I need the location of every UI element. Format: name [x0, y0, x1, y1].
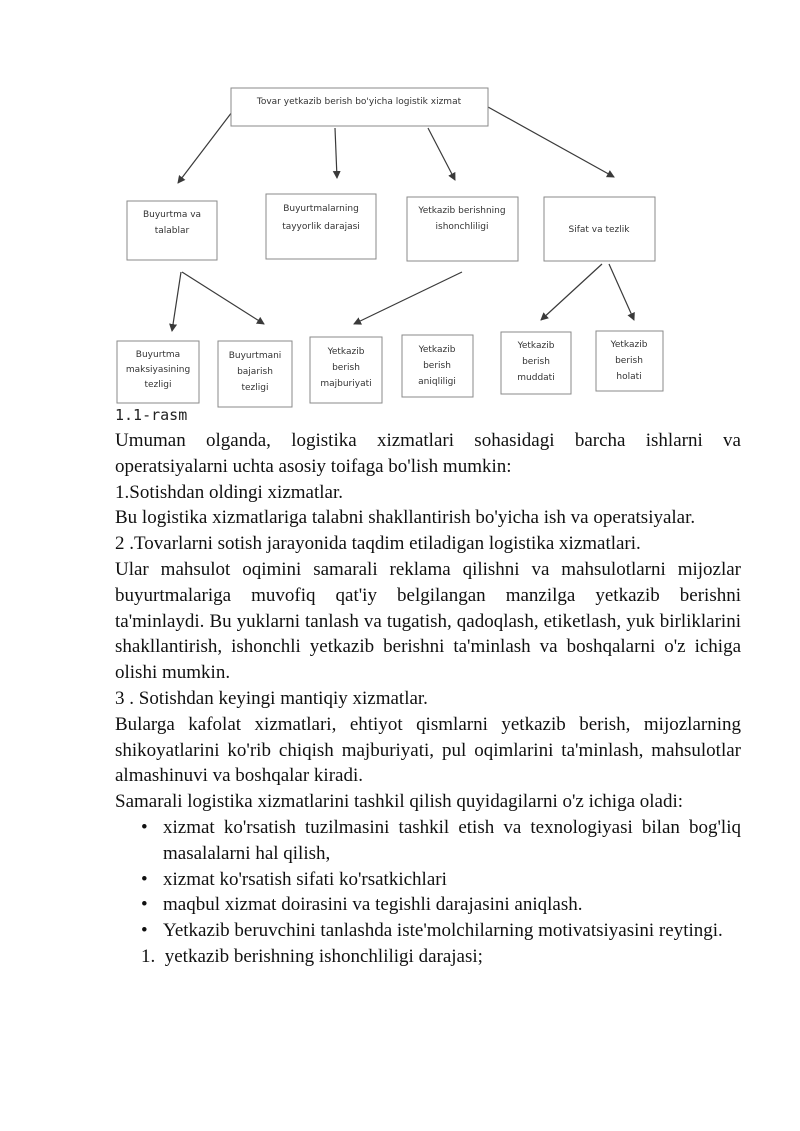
- paragraph: Umuman olganda, logistika xizmatlari sohasidagi barcha ishlarni va operatsiyalarni uchta asosiy toifaga bo'lish mumkin:: [115, 430, 741, 477]
- level2-node-tayyorlik: [266, 194, 376, 259]
- arrow: [182, 272, 264, 324]
- item-number: 1.: [141, 945, 156, 967]
- level3-node-5: [501, 332, 571, 394]
- list-item: [115, 918, 741, 944]
- node-label-line: Buyurtmalarning: [283, 204, 359, 214]
- paragraph: Samarali logistika xizmatlarini tashkil qilish quyidagilarni o'z ichiga oladi:: [115, 791, 684, 813]
- node-label-line: Yetkazib: [327, 347, 365, 357]
- bullet-icon: •: [141, 894, 148, 916]
- node-label-line: tezligi: [144, 380, 172, 390]
- node-label-line: berish: [522, 357, 550, 367]
- node-label-line: berish: [423, 361, 451, 371]
- node-label-line: majburiyati: [320, 379, 372, 389]
- list-item: [115, 892, 741, 918]
- list-item: [115, 867, 741, 893]
- node-label-line: Sifat va tezlik: [568, 225, 630, 235]
- level2-node-buyurtma: [127, 201, 217, 260]
- node-label-line: Yetkazib: [610, 340, 648, 350]
- node-label-line: bajarish: [237, 367, 273, 377]
- node-label-line: talablar: [154, 226, 190, 236]
- root-node-label: Tovar yetkazib berish bo'yicha logistik xizmat: [256, 97, 462, 107]
- level3-node-2: [218, 341, 292, 407]
- node-label-line: Buyurtmani: [228, 351, 282, 361]
- node-label-line: maksiyasining: [125, 365, 191, 375]
- level2-node-sifat: [544, 197, 655, 261]
- section-heading: 1.Sotishdan oldingi xizmatlar.: [115, 481, 343, 503]
- section-heading: 2 .Tovarlarni sotish jarayonida taqdim etiladigan logistika xizmatlari.: [115, 533, 641, 555]
- level3-node-1: [117, 341, 199, 403]
- level3-node-3: [310, 337, 382, 403]
- paragraph: Ular mahsulot oqimini samarali reklama qilishni va mahsulotlarni mijozlar buyurtmalariga muvofiq qat'iy belgilangan manzilga yetkazib berishni ta'minlaydi. Bu yuklarni tanlash va tugatish, qadoqlash, etiketlash, yuk birliklarini shakllantirish, ishonchli yetkazib berishni ta'minlash va boshqalarni o'z ichiga olishi mumkin.: [115, 558, 741, 684]
- paragraph: Bu logistika xizmatlariga talabni shakllantirish bo'yicha ish va operatsiyalar.: [115, 507, 696, 529]
- numbered-item: [115, 944, 741, 970]
- arrow: [541, 264, 602, 320]
- list-item-text: xizmat ko'rsatish sifati ko'rsatkichlari: [163, 868, 447, 890]
- arrow: [354, 272, 462, 324]
- arrow: [488, 107, 614, 177]
- node-label-line: Yetkazib: [418, 345, 456, 355]
- bullet-list: [115, 815, 741, 944]
- node-label-line: muddati: [517, 373, 555, 383]
- figure-caption: 1.1-rasm: [115, 406, 188, 424]
- node-label-line: tayyorlik darajasi: [282, 222, 360, 232]
- arrow: [178, 112, 232, 183]
- list-item-text: xizmat ko'rsatish tuzilmasini tashkil etish va texnologiyasi bilan bog'liq masalalarni hal qilish,: [163, 816, 741, 864]
- arrow: [172, 272, 181, 331]
- node-label-line: berish: [332, 363, 360, 373]
- node-label-line: Buyurtma va: [142, 210, 202, 220]
- node-label-line: Yetkazib berishning: [418, 206, 506, 216]
- bullet-icon: •: [141, 920, 148, 942]
- list-item: [115, 815, 741, 867]
- node-label-line: berish: [615, 356, 643, 366]
- node-label-line: tezligi: [241, 383, 269, 393]
- arrow: [609, 264, 634, 320]
- level3-node-6: [596, 331, 663, 391]
- node-label-line: aniqliligi: [418, 377, 456, 387]
- body-text: [115, 428, 741, 970]
- paragraph: Bularga kafolat xizmatlari, ehtiyot qismlarni yetkazib berish, mijozlarning shikoyatlarini ko'rib chiqish majburiyati, pul oqimlarini ta'minlash, mahsulotlar almashinuvi va boshqalar kiradi.: [115, 713, 741, 787]
- node-label-line: holati: [616, 372, 642, 382]
- section-heading: 3 . Sotishdan keyingi mantiqiy xizmatlar.: [115, 687, 428, 709]
- node-label-line: Yetkazib: [517, 341, 555, 351]
- arrow: [428, 128, 455, 180]
- node-label-line: Buyurtma: [135, 350, 181, 360]
- logistics-diagram: [0, 0, 800, 420]
- item-text: yetkazib berishning ishonchliligi darajasi;: [164, 945, 483, 967]
- node-label-line: ishonchliligi: [435, 222, 489, 232]
- level2-node-ishonchlilik: [407, 197, 518, 261]
- root-node: [231, 88, 488, 126]
- bullet-icon: •: [141, 868, 148, 890]
- list-item-text: maqbul xizmat doirasini va tegishli darajasini aniqlash.: [163, 894, 583, 916]
- list-item-text: Yetkazib beruvchini tanlashda iste'molchilarning motivatsiyasini reytingi.: [163, 920, 723, 942]
- bullet-icon: •: [141, 816, 148, 838]
- level3-node-4: [402, 335, 473, 397]
- arrow: [335, 128, 337, 178]
